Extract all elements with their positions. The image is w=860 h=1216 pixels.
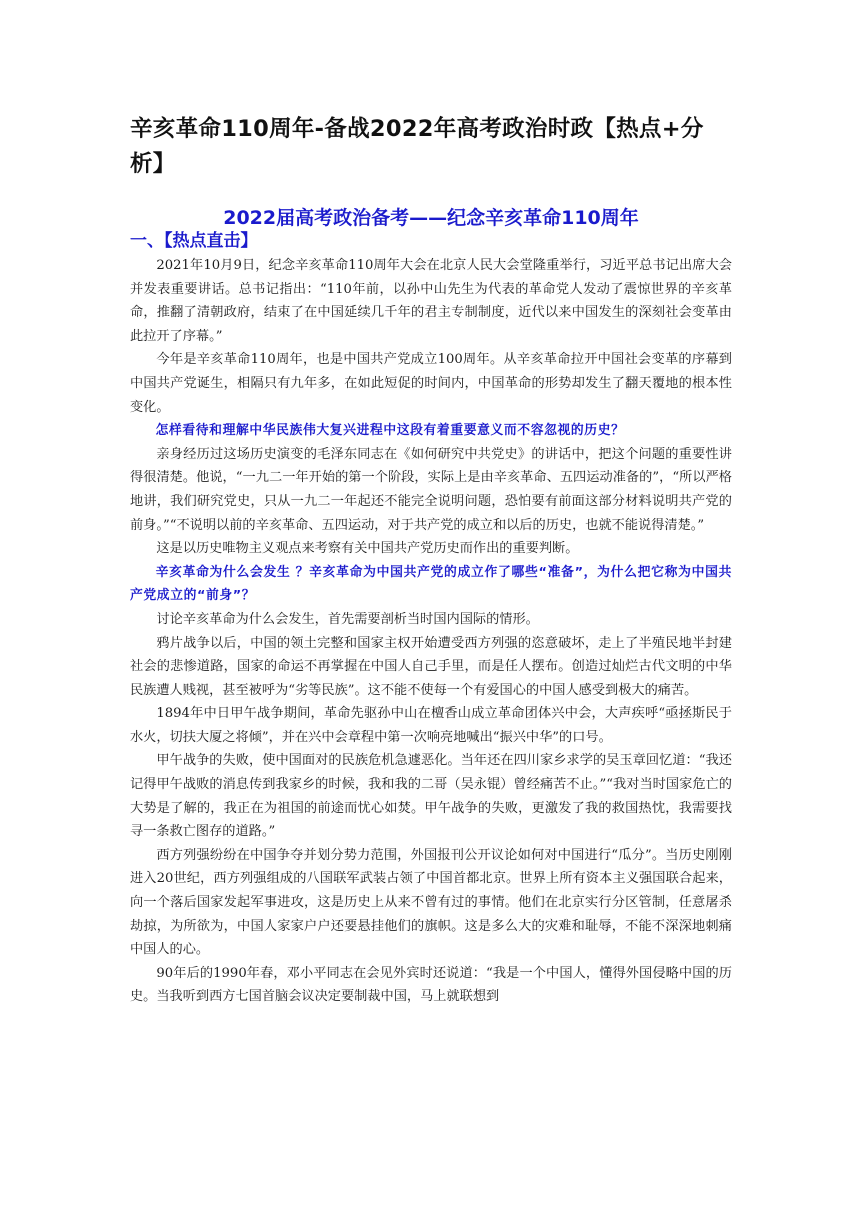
document-title: 辛亥革命110周年-备战2022年高考政治时政【热点+分析】 [130,116,704,177]
paragraph: 2021年10月9日，纪念辛亥革命110周年大会在北京人民大会堂隆重举行，习近平总书记出席大会并发表重要讲话。总书记指出：“110年前，以孙中山先生为代表的革命党人发动了震惊世界的辛亥革命，推翻了清朝政府，结束了在中国延续几千年的君主专制制度，近代以来中国发生的深刻社会变革由此拉开了序幕。” [130,258,732,344]
question-heading: 辛亥革命为什么会发生 ？辛亥革命为中国共产党的成立作了哪些“准备”，为什么把它称为中国共产党成立的“前身”？ [130,564,732,604]
article-body [130,254,732,1009]
paragraph: 90年后的1990年春，邓小平同志在会见外宾时还说道：“我是一个中国人，懂得外国侵略中国的历史。当我听到西方七国首脑会议决定要制裁中国，马上就联想到 [130,965,732,1005]
paragraph: 西方列强纷纷在中国争夺并划分势力范围，外国报刊公开议论如何对中国进行“瓜分”。当历史刚刚进入20世纪，西方列强组成的八国联军武装占领了中国首都北京。世界上所有资本主义强国联合起来，向一个落后国家发起军事进攻，这是历史上从来不曾有过的事情。他们在北京实行分区管制，任意屠杀劫掠，为所欲为，中国人家家户户还要悬挂他们的旗帜。这是多么大的灾难和耻辱，不能不深深地刺痛中国人的心。 [130,847,732,958]
paragraph: 这是以历史唯物主义观点来考察有关中国共产党历史而作出的重要判断。 [156,541,579,557]
question-heading: 怎样看待和理解中华民族伟大复兴进程中这段有着重要意义而不容忽视的历史？ [155,423,625,439]
paragraph: 1894年中日甲午战争期间，革命先驱孙中山在檀香山成立革命团体兴中会，大声疾呼“亟拯斯民于水火，切扶大厦之将倾”，并在兴中会章程中第一次响亮地喊出“振兴中华”的口号。 [130,706,732,745]
paragraph: 鸦片战争以后，中国的领土完整和国家主权开始遭受西方列强的恣意破坏，走上了半殖民地半封建社会的悲惨道路，国家的命运不再掌握在中国人自己手里，而是任人摆布。创造过灿烂古代文明的中华民族遭人贱视，甚至被呼为“劣等民族”。这不能不使每一个有爱国心的中国人感受到极大的痛苦。 [130,635,732,698]
section-heading: 一、【热点直击】 [130,231,258,251]
paragraph: 甲午战争的失败，使中国面对的民族危机急遽恶化。当年还在四川家乡求学的吴玉章回忆道：“我还记得甲午战败的消息传到我家乡的时候，我和我的二哥（吴永锟）曾经痛苦不止。”“我对当时国家危亡的大势是了解的，我正在为祖国的前途而忧心如焚。甲午战争的失败，更激发了我的救国热忱，我需要找寻一条救亡图存的道路。” [130,753,732,840]
paragraph: 讨论辛亥革命为什么会发生，首先需要剖析当时国内国际的情形。 [156,611,539,627]
paragraph: 今年是辛亥革命110周年，也是中国共产党成立100周年。从辛亥革命拉开中国社会变革的序幕到中国共产党诞生，相隔只有九年多，在如此短促的时间内，中国革命的形势却发生了翻天覆地的根本性变化。 [130,352,732,415]
paragraph: 亲身经历过这场历史演变的毛泽东同志在《如何研究中共党史》的讲话中，把这个问题的重要性讲得很清楚。他说，“一九二一年开始的第一个阶段，实际上是由辛亥革命、五四运动准备的”，“所以严格地讲，我们研究党史，只从一九二一年起还不能完全说明问题，恐怕要有前面这部分材料说明共产党的前身。”“不说明以前的辛亥革命、五四运动，对于共产党的成立和以后的历史，也就不能说得清楚。” [130,446,732,533]
document-subtitle: 2022届高考政治备考——纪念辛亥革命110周年 [223,207,639,229]
document-page [130,112,732,1009]
